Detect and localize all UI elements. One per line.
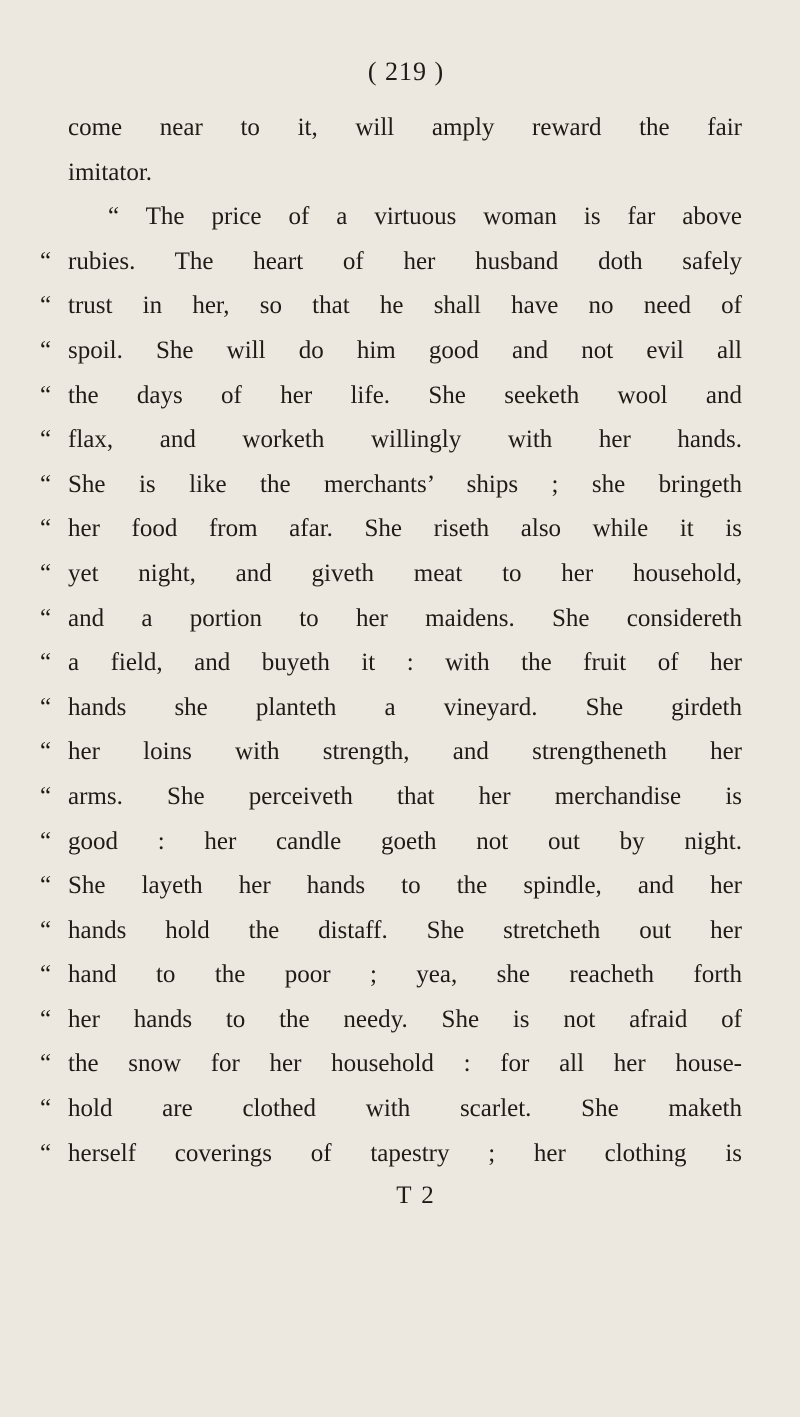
text-line [40, 507, 742, 552]
text-line [40, 284, 742, 329]
text-line [40, 151, 742, 196]
line-text: “ The price of a virtuous woman is far above [108, 203, 742, 231]
quote-mark: “ [40, 426, 52, 454]
quote-mark: “ [40, 872, 52, 900]
line-text: her loins with strength, and strengtheneth her [68, 738, 742, 766]
quote-mark: “ [40, 1095, 52, 1123]
quote-mark: “ [40, 604, 52, 632]
line-text: She layeth her hands to the spindle, and her [68, 872, 742, 900]
quote-mark: “ [40, 827, 52, 855]
quote-mark: “ [40, 693, 52, 721]
line-text: the days of her life. She seeketh wool and [68, 381, 742, 409]
quote-mark: “ [40, 1050, 52, 1078]
quote-mark: “ [40, 336, 52, 364]
quote-mark: “ [40, 738, 52, 766]
line-text: come near to it, will amply reward the fair [68, 114, 742, 141]
quote-mark [40, 106, 68, 151]
line-text: hands hold the distaff. She stretcheth out her [68, 916, 742, 944]
line-text: the snow for her household : for all her house- [68, 1050, 742, 1078]
text-line [40, 775, 742, 820]
text-line [40, 998, 742, 1043]
text-line [40, 106, 742, 151]
text-line [40, 597, 742, 642]
text-line [40, 953, 742, 998]
quote-mark: “ [40, 381, 52, 409]
line-text: arms. She perceiveth that her merchandise is [68, 782, 742, 810]
line-text: herself coverings of tapestry ; her clothing is [68, 1139, 742, 1167]
line-text: a field, and buyeth it : with the fruit of her [68, 649, 742, 677]
line-text: good : her candle goeth not out by night. [68, 827, 742, 855]
line-text: her hands to the needy. She is not afraid of [68, 1005, 742, 1033]
text-line [40, 1132, 742, 1177]
text-line [40, 820, 742, 865]
line-text: trust in her, so that he shall have no need of [68, 292, 742, 320]
line-text: hands she planteth a vineyard. She girdeth [68, 693, 742, 721]
quote-mark: “ [40, 649, 52, 677]
quote-mark: “ [40, 1005, 52, 1033]
line-text: flax, and worketh willingly with her hands. [68, 426, 742, 454]
text-line [40, 374, 742, 419]
quote-mark: “ [40, 515, 52, 543]
text-line [40, 463, 742, 508]
quote-mark: “ [40, 916, 52, 944]
quote-mark: “ [40, 470, 52, 498]
quote-mark: “ [40, 1139, 52, 1167]
quote-mark: “ [40, 559, 52, 587]
text-line [40, 418, 742, 463]
line-text: hand to the poor ; yea, she reacheth forth [68, 961, 742, 989]
quote-mark [40, 151, 68, 196]
quote-mark: “ [40, 961, 52, 989]
text-line [40, 686, 742, 731]
quote-mark [40, 195, 68, 240]
quote-mark: “ [40, 247, 52, 275]
text-line [40, 909, 742, 954]
line-text: She is like the merchants’ ships ; she bringeth [68, 470, 742, 498]
signature-mark: T 2 [396, 1182, 436, 1210]
line-text: spoil. She will do him good and not evil all [68, 336, 742, 364]
text-line [40, 1042, 742, 1087]
body-text [40, 106, 742, 1176]
quote-mark: “ [40, 292, 52, 320]
text-line [40, 641, 742, 686]
line-text: her food from afar. She riseth also while it is [68, 515, 742, 543]
line-text: hold are clothed with scarlet. She maketh [68, 1095, 742, 1123]
line-text: yet night, and giveth meat to her household, [68, 559, 742, 587]
text-line [40, 195, 742, 240]
line-text: imitator. [68, 158, 153, 186]
text-line [40, 552, 742, 597]
text-line [40, 329, 742, 374]
line-text: and a portion to her maidens. She considereth [68, 604, 742, 632]
text-line [40, 864, 742, 909]
line-text: rubies. The heart of her husband doth safely [68, 247, 742, 275]
page-number: ( 219 ) [367, 57, 445, 86]
text-line [40, 730, 742, 775]
text-line [40, 1087, 742, 1132]
text-line [40, 240, 742, 285]
quote-mark: “ [40, 782, 52, 810]
